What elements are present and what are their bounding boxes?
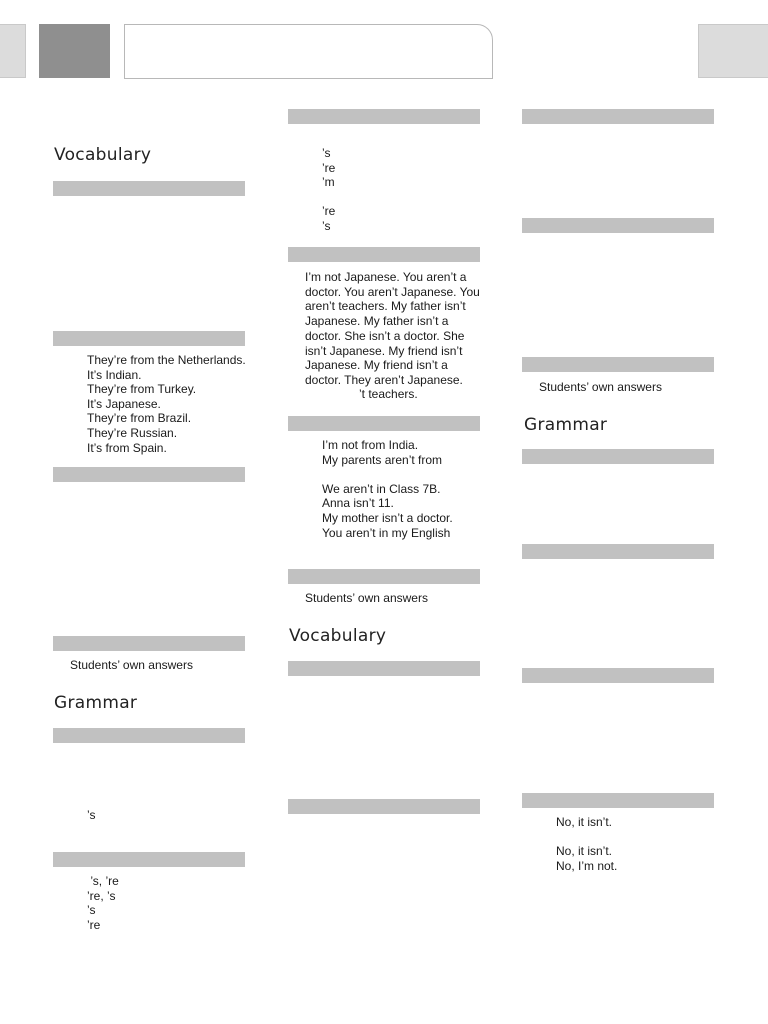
exercise-bar [288,109,480,124]
answer-line: They’re from Brazil. [87,411,192,426]
answer-line: They’re Russian. [87,425,178,440]
answer-list [87,874,119,932]
exercise-bar [522,668,714,683]
answer-line: My mother isn’t a doctor. [322,510,453,525]
answer-line: ’s, ’re [87,874,119,888]
answer-text: ’t teachers. [359,387,418,401]
exercise-bar [53,636,245,651]
answer-line: It’s from Spain. [87,440,167,455]
exercise-bar [53,467,245,482]
answer-line: Anna isn’t 11. [322,496,394,511]
exercise-bar [288,416,480,431]
answer-list [87,353,246,455]
exercise-bar [53,728,245,743]
exercise-bar [522,544,714,559]
answer-line: No, I’m not. [556,858,618,873]
answer-line: ’re [322,204,336,219]
answer-line [322,467,453,482]
answer-line [322,190,335,205]
answer-line: ’s [87,808,96,822]
exercise-bar [522,109,714,124]
exercise-bar [288,247,480,262]
exercise-bar [522,449,714,464]
answer-line: No, it isn’t. [556,844,613,859]
exercise-bar [53,181,245,196]
exercise-bar [288,799,480,814]
section-heading-grammar: Grammar [54,693,138,713]
answer-line: ’re [322,160,336,175]
page-tab-right [698,24,768,78]
answer-line: We aren’t in Class 7B. [322,481,441,496]
answer-line: My parents aren’t from [322,452,443,467]
answer-line: No, it isn’t. [556,815,613,829]
answer-line: ’re, ’s [87,888,116,903]
exercise-bar [522,357,714,372]
exercise-bar [288,569,480,584]
title-box [124,24,493,79]
answer-list [87,808,95,823]
answer-line: ’s [87,903,96,918]
exercise-bar [53,852,245,867]
answer-list [322,146,335,234]
exercise-bar [53,331,245,346]
answer-line: They’re from Turkey. [87,382,197,397]
answer-paragraph: I’m not Japanese. You aren’t a doctor. You aren’t Japanese. You aren’t teachers. My father isn’t Japanese. My father isn’t a doctor. She isn’t a doctor. She isn’t Japanese. My friend isn’t Japanese. My friend isn’t a doctor. They aren’t Japanese. [305,270,480,387]
section-heading-vocabulary: Vocabulary [54,145,152,165]
exercise-bar [522,793,714,808]
answer-line: I’m not from India. [322,438,419,452]
answer-line: ’s [322,146,331,160]
section-heading-vocabulary: Vocabulary [289,626,387,646]
exercise-bar [288,661,480,676]
answer-text: Students’ own answers [70,658,193,672]
answer-line: It’s Japanese. [87,396,161,411]
answer-list [322,438,453,540]
section-heading-grammar: Grammar [524,415,608,435]
unit-tab [39,24,110,78]
exercise-bar [522,218,714,233]
answer-text: Students’ own answers [539,380,662,394]
page-tab-left [0,24,26,78]
answer-list [556,815,617,873]
answer-line [556,830,617,845]
answer-line: ’re [87,917,101,932]
answer-line: You aren’t in my English [322,525,451,540]
answer-line: ’s [322,218,331,233]
answer-text: Students’ own answers [305,591,428,605]
answer-line: ’m [322,175,335,190]
answer-line: It’s Indian. [87,367,142,382]
answer-line: They’re from the Netherlands. [87,353,246,367]
